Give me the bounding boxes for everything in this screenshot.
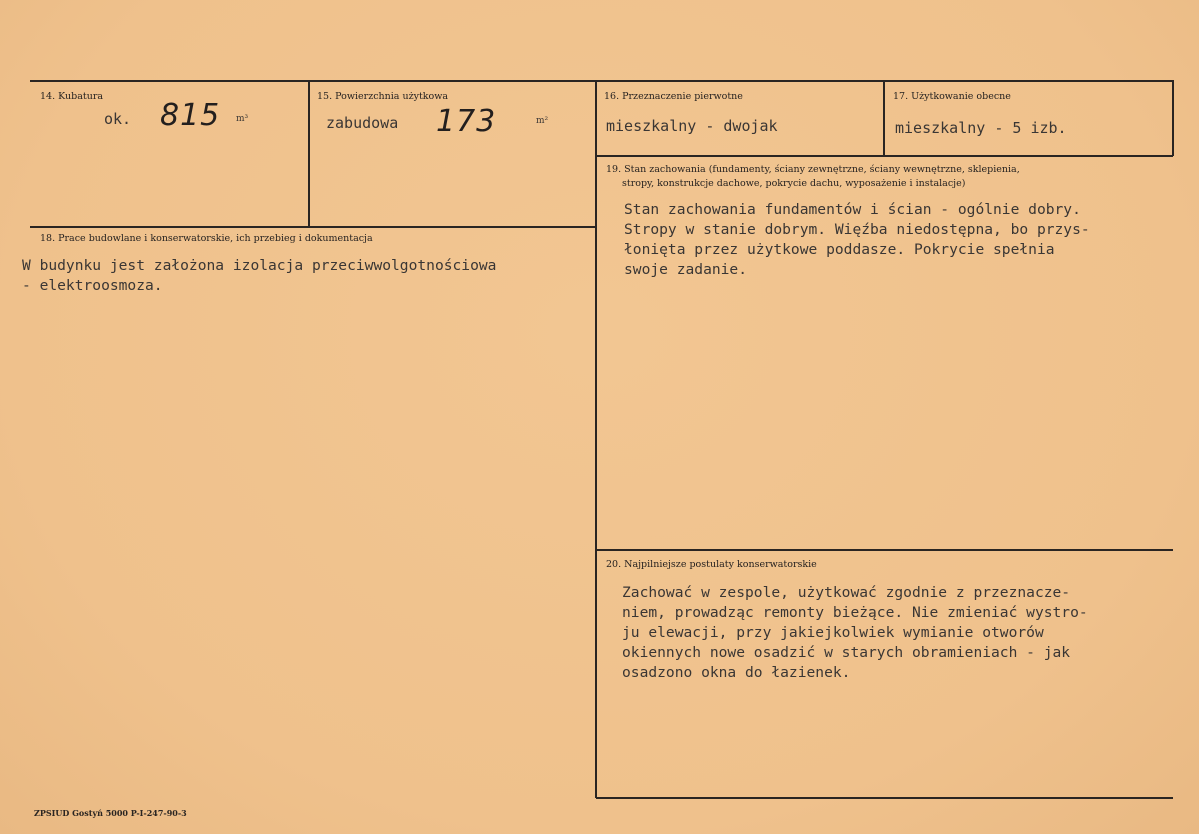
- uzytkowanie-label: 17. Użytkowanie obecne: [893, 91, 1011, 102]
- prace-label: 18. Prace budowlane i konserwatorskie, ich przebieg i dokumentacja: [40, 233, 373, 244]
- prace-line: - elektroosmoza.: [22, 277, 163, 294]
- stan-line: łonięta przez użytkowe poddasze. Pokrycie spełnia: [624, 241, 1055, 258]
- uzytkowanie-value: mieszkalny - 5 izb.: [895, 119, 1067, 137]
- postulaty-label: 20. Najpilniejsze postulaty konserwatorskie: [606, 559, 817, 570]
- kubatura-unit: m³: [236, 114, 249, 124]
- powierzchnia-label: 15. Powierzchnia użytkowa: [317, 91, 449, 102]
- right-edge-rule: [1172, 80, 1174, 156]
- powierzchnia-value: 173: [436, 104, 497, 139]
- stan-label-line1: 19. Stan zachowania (fundamenty, ściany zewnętrzne, ściany wewnętrzne, sklepienia,: [606, 164, 1020, 175]
- kubatura-label: 14. Kubatura: [40, 91, 104, 102]
- postulaty-line: Zachować w zespole, użytkować zgodnie z przeznacze-: [622, 584, 1071, 601]
- powierzchnia-prefix: zabudowa: [326, 114, 399, 132]
- rule-18: [30, 226, 596, 228]
- rule-20: [596, 549, 1173, 551]
- kubatura-prefix: ok.: [104, 110, 132, 128]
- stan-label-line2: stropy, konstrukcje dachowe, pokrycie dachu, wyposażenie i instalacje): [622, 178, 966, 189]
- kubatura-value: 815: [160, 98, 221, 133]
- bottom-rule-right: [596, 797, 1173, 799]
- print-footer: ZPSIUD Gostyń 5000 P-I-247-90-3: [34, 808, 187, 818]
- prace-line: W budynku jest założona izolacja przeciwwolgotnościowa: [22, 257, 497, 274]
- stan-line: swoje zadanie.: [624, 261, 748, 278]
- divider-center: [595, 80, 597, 798]
- divider-14-15: [308, 80, 310, 227]
- przeznaczenie-label: 16. Przeznaczenie pierwotne: [604, 91, 743, 102]
- stan-text: [624, 200, 1090, 280]
- stan-line: Stan zachowania fundamentów i ścian - ogólnie dobry.: [624, 201, 1081, 218]
- prace-text: [22, 256, 496, 296]
- postulaty-line: niem, prowadząc remonty bieżące. Nie zmieniać wystro-: [622, 604, 1088, 621]
- divider-16-17: [883, 80, 885, 156]
- top-rule: [30, 80, 1173, 82]
- postulaty-text: [622, 583, 1088, 683]
- postulaty-line: okiennych nowe osadzić w starych obramieniach - jak: [622, 644, 1071, 661]
- stan-line: Stropy w stanie dobrym. Więźba niedostępna, bo przys-: [624, 221, 1090, 238]
- powierzchnia-unit: m²: [536, 116, 549, 126]
- postulaty-line: ju elewacji, przy jakiejkolwiek wymianie otworów: [622, 624, 1044, 641]
- postulaty-line: osadzono okna do łazienek.: [622, 664, 851, 681]
- przeznaczenie-value: mieszkalny - dwojak: [606, 117, 778, 135]
